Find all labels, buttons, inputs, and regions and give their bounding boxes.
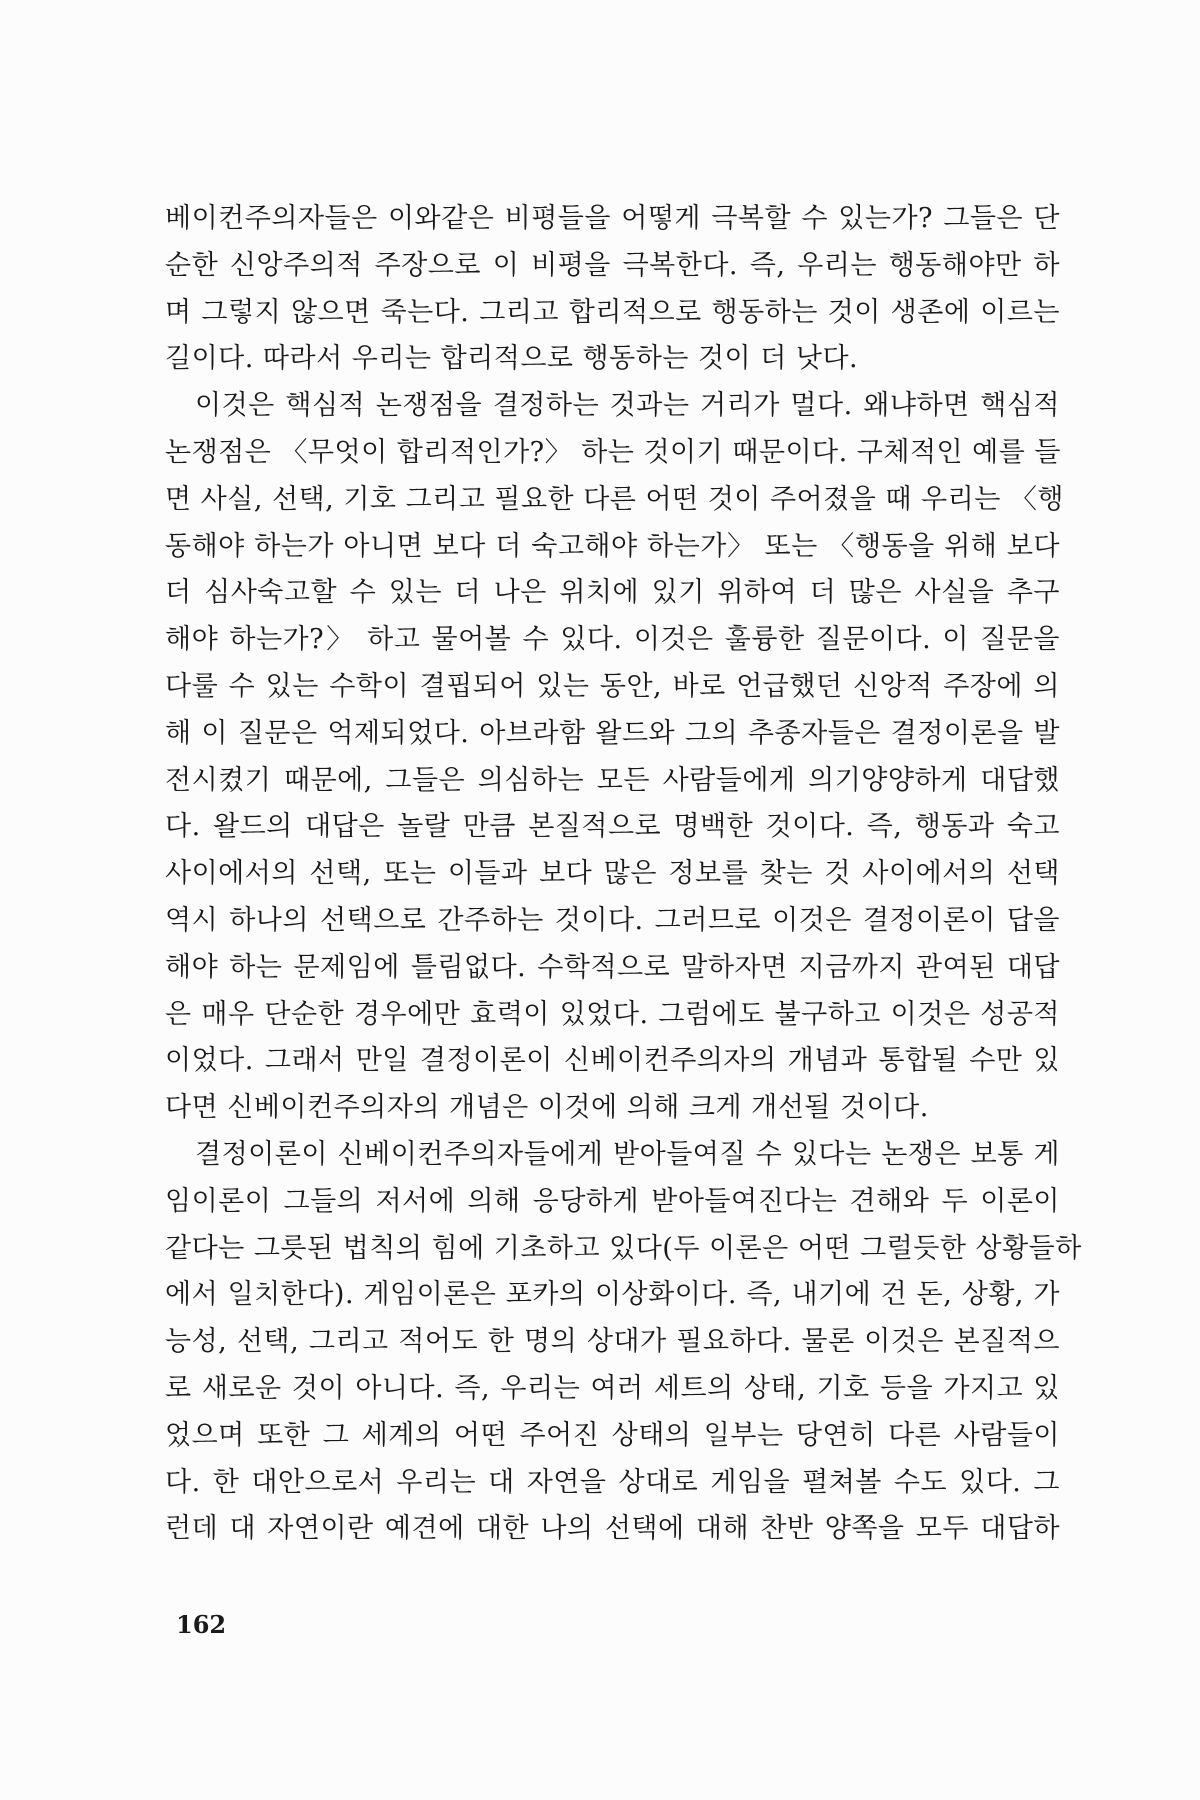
text-line: 같다는 그릇된 법칙의 힘에 기초하고 있다(두 이론은 어떤 그럴듯한 상황들하 bbox=[165, 1232, 1082, 1264]
text-line: 며 그렇지 않으면 죽는다. 그리고 합리적으로 행동하는 것이 생존에 이르는 bbox=[165, 296, 1060, 328]
text-line: 결정이론이 신베이컨주의자들에게 받아들여질 수 있다는 논쟁은 보통 게 bbox=[195, 1138, 1060, 1170]
text-line: 다룰 수 있는 수학이 결핍되어 있는 동안, 바로 언급했던 신앙적 주장에 의 bbox=[165, 670, 1060, 702]
text-line: 해야 하는가?〉 하고 물어볼 수 있다. 이것은 훌륭한 질문이다. 이 질문을 bbox=[165, 624, 1060, 656]
text-line: 길이다. 따라서 우리는 합리적으로 행동하는 것이 더 낫다. bbox=[165, 343, 859, 375]
text-line: 임이론이 그들의 저서에 의해 응당하게 받아들여진다는 견해와 두 이론이 bbox=[165, 1185, 1060, 1217]
text-line: 이었다. 그래서 만일 결정이론이 신베이컨주의자의 개념과 통합될 수만 있 bbox=[165, 1045, 1060, 1077]
page-number: 162 bbox=[176, 1610, 227, 1639]
text-line: 능성, 선택, 그리고 적어도 한 명의 상대가 필요하다. 물론 이것은 본질적으 bbox=[165, 1326, 1060, 1358]
text-line: 런데 대 자연이란 예견에 대한 나의 선택에 대해 찬반 양쪽을 모두 대답하 bbox=[165, 1513, 1060, 1545]
text-line: 면 사실, 선택, 기호 그리고 필요한 다른 어떤 것이 주어졌을 때 우리는 〈행 bbox=[165, 483, 1064, 515]
text-line: 이것은 핵심적 논쟁점을 결정하는 것과는 거리가 멀다. 왜냐하면 핵심적 bbox=[195, 390, 1060, 422]
text-line: 순한 신앙주의적 주장으로 이 비평을 극복한다. 즉, 우리는 행동해야만 하 bbox=[165, 249, 1060, 281]
paragraph bbox=[165, 1132, 1082, 1553]
text-line: 었으며 또한 그 세계의 어떤 주어진 상태의 일부는 당연히 다른 사람들이 bbox=[165, 1419, 1060, 1451]
text-line: 논쟁점은 〈무엇이 합리적인가?〉 하는 것이기 때문이다. 구체적인 예를 들 bbox=[165, 436, 1062, 468]
text-line: 에서 일치한다). 게임이론은 포카의 이상화이다. 즉, 내기에 건 돈, 상황, 가 bbox=[165, 1279, 1060, 1311]
text-line: 다. 왈드의 대답은 놀랄 만큼 본질적으로 명백한 것이다. 즉, 행동과 숙고 bbox=[165, 811, 1060, 843]
paragraph bbox=[165, 196, 1060, 383]
text-line: 역시 하나의 선택으로 간주하는 것이다. 그러므로 이것은 결정이론이 답을 bbox=[165, 904, 1060, 936]
text-line: 로 새로운 것이 아니다. 즉, 우리는 여러 세트의 상태, 기호 등을 가지고 있 bbox=[165, 1372, 1060, 1404]
text-line: 은 매우 단순한 경우에만 효력이 있었다. 그럼에도 불구하고 이것은 성공적 bbox=[165, 998, 1060, 1030]
text-line: 해야 하는 문제임에 틀림없다. 수학적으로 말하자면 지금까지 관여된 대답 bbox=[165, 951, 1060, 983]
text-line: 해 이 질문은 억제되었다. 아브라함 왈드와 그의 추종자들은 결정이론을 발 bbox=[165, 717, 1060, 749]
text-line: 더 심사숙고할 수 있는 더 나은 위치에 있기 위하여 더 많은 사실을 추구 bbox=[165, 577, 1060, 609]
text-line: 다. 한 대안으로서 우리는 대 자연을 상대로 게임을 펼쳐볼 수도 있다. 그 bbox=[165, 1466, 1060, 1498]
text-line: 베이컨주의자들은 이와같은 비평들을 어떻게 극복할 수 있는가? 그들은 단 bbox=[165, 203, 1060, 234]
text-line: 동해야 하는가 아니면 보다 더 숙고해야 하는가〉 또는 〈행동을 위해 보다 bbox=[165, 530, 1060, 562]
text-line: 전시켰기 때문에, 그들은 의심하는 모든 사람들에게 의기양양하게 대답했 bbox=[165, 764, 1060, 796]
text-line: 사이에서의 선택, 또는 이들과 보다 많은 정보를 찾는 것 사이에서의 선택 bbox=[165, 858, 1060, 890]
page-body bbox=[165, 196, 1082, 1553]
text-line: 다면 신베이컨주의자의 개념은 이것에 의해 크게 개선될 것이다. bbox=[165, 1092, 929, 1124]
paragraph bbox=[165, 383, 1064, 1132]
